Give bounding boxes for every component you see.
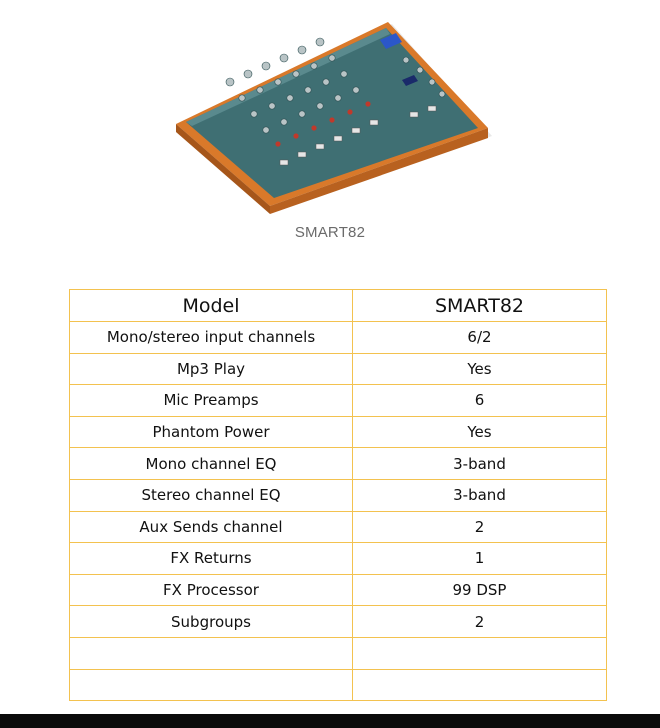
table-row <box>70 322 607 354</box>
spec-label-cell: Aux Sends channel <box>70 511 353 543</box>
table-row <box>70 385 607 417</box>
table-row <box>70 511 607 543</box>
table-row <box>70 574 607 606</box>
mixer-product-image <box>170 20 500 215</box>
spec-value-cell: Yes <box>353 353 607 385</box>
spec-label-cell: Mic Preamps <box>70 385 353 417</box>
spec-value-cell: 99 DSP <box>353 574 607 606</box>
spec-label-cell <box>70 669 353 701</box>
table-row <box>70 606 607 638</box>
spec-label-cell: Subgroups <box>70 606 353 638</box>
header-label-cell: Model <box>70 290 353 322</box>
spec-label-cell <box>70 637 353 669</box>
table-row <box>70 637 607 669</box>
table-row <box>70 353 607 385</box>
bottom-bar <box>0 714 660 728</box>
spec-value-cell <box>353 669 607 701</box>
table-header-row <box>70 290 607 322</box>
table-row <box>70 416 607 448</box>
table-row <box>70 669 607 701</box>
header-value-cell: SMART82 <box>353 290 607 322</box>
spec-value-cell: 3-band <box>353 448 607 480</box>
spec-label-cell: FX Returns <box>70 543 353 575</box>
spec-label-cell: Mp3 Play <box>70 353 353 385</box>
spec-value-cell: Yes <box>353 416 607 448</box>
table-row <box>70 448 607 480</box>
spec-label-cell: Mono/stereo input channels <box>70 322 353 354</box>
spec-value-cell: 6 <box>353 385 607 417</box>
product-caption: SMART82 <box>294 224 366 241</box>
spec-label-cell: Mono channel EQ <box>70 448 353 480</box>
spec-label-cell: Stereo channel EQ <box>70 479 353 511</box>
spec-value-cell <box>353 637 607 669</box>
spec-value-cell: 2 <box>353 511 607 543</box>
spec-label-cell: FX Processor <box>70 574 353 606</box>
table-row <box>70 543 607 575</box>
spec-value-cell: 2 <box>353 606 607 638</box>
spec-value-cell: 6/2 <box>353 322 607 354</box>
spec-value-cell: 3-band <box>353 479 607 511</box>
table-row <box>70 479 607 511</box>
spec-label-cell: Phantom Power <box>70 416 353 448</box>
spec-table <box>69 289 607 701</box>
spec-value-cell: 1 <box>353 543 607 575</box>
